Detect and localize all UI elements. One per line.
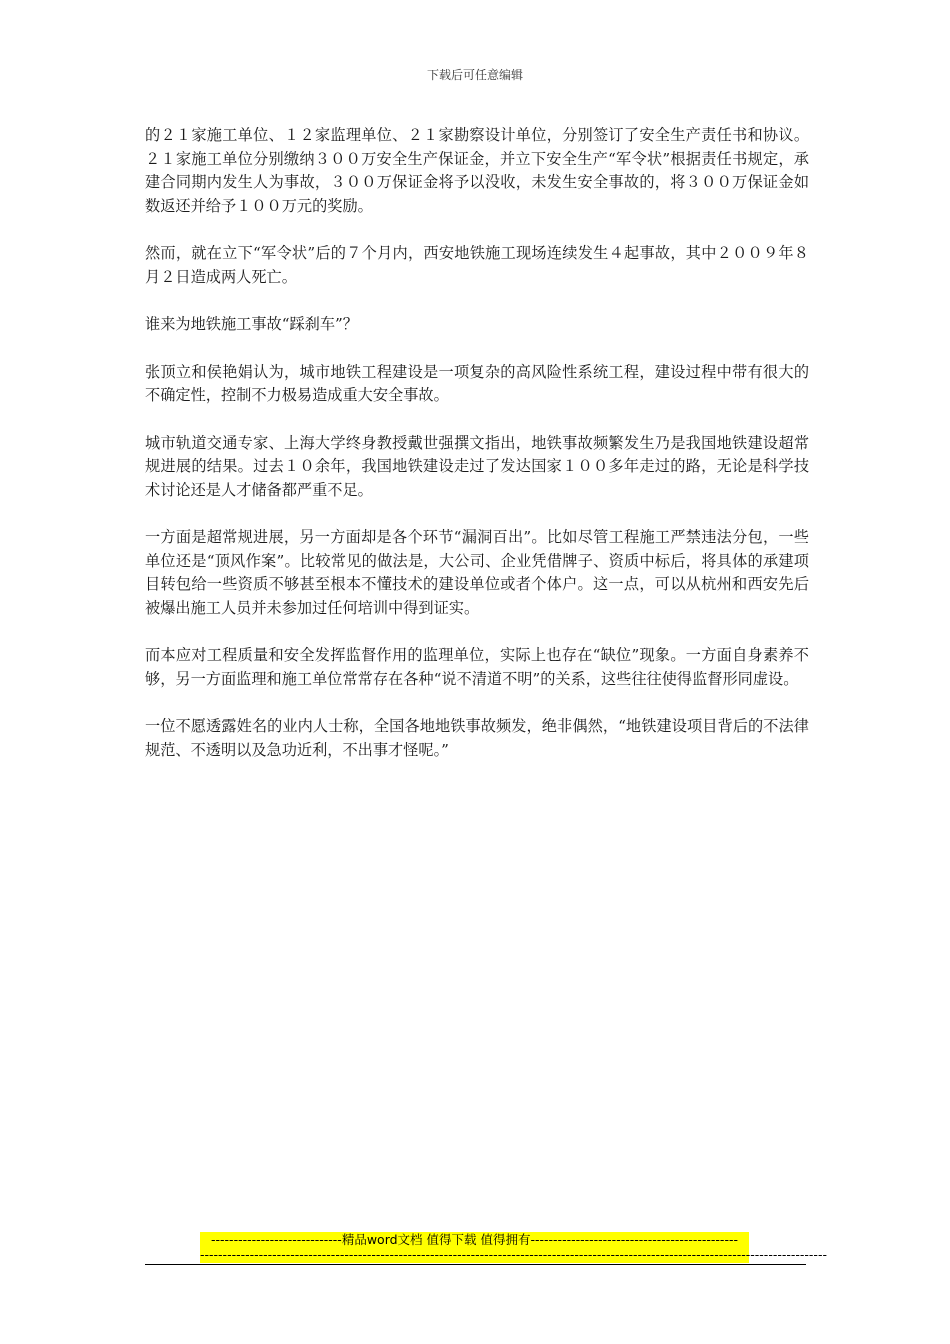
paragraph-safety-responsibility: 的２１家施工单位、１２家监理单位、２１家勘察设计单位，分别签订了安全生产责任书和协议。２１家施工单位分别缴纳３００万安全生产保证金，并立下安全生产“军令状”根据责任书规定，承建合同期内发生人为事故，３００万保证金将予以没收，未发生安全事故的，将３００万保证金如数返还并给予１００万元的奖励。 [145, 126, 809, 215]
page-header: 下载后可任意编辑 [426, 68, 523, 82]
footer-banner-dashes: ------------------------------------------------------------------------------------------------------------------------------------------- [200, 1247, 827, 1262]
document-body [145, 124, 809, 786]
footer-divider [145, 1264, 806, 1265]
paragraph-insider-comment: 一位不愿透露姓名的业内人士称，全国各地地铁事故频发，绝非偶然，“地铁建设项目背后的不法律规范、不透明以及急功近利，不出事才怪呢。” [145, 717, 809, 759]
paragraph-high-risk-engineering: 张顶立和侯艳娟认为，城市地铁工程建设是一项复杂的高风险性系统工程，建设过程中带有很大的不确定性，控制不力极易造成重大安全事故。 [145, 362, 809, 404]
paragraph-expert-opinion: 城市轨道交通专家、上海大学终身教授戴世强撰文指出，地铁事故频繁发生乃是我国地铁建设超常规进展的结果。过去１０余年，我国地铁建设走过了发达国家１００多年走过的路，无论是科学技术讨论还是人才储备都严重不足。 [145, 433, 809, 499]
paragraph-accidents-xian: 然而，就在立下“军令状”后的７个月内，西安地铁施工现场连续发生４起事故，其中２００９年８月２日造成两人死亡。 [145, 244, 809, 286]
paragraph-section-question: 谁来为地铁施工事故“踩刹车”？ [145, 315, 358, 333]
paragraph-supervision-absence: 而本应对工程质量和安全发挥监督作用的监理单位，实际上也存在“缺位”现象。一方面自身素养不够，另一方面监理和施工单位常常存在各种“说不清道不明”的关系，这些往往使得监督形同虚设。 [145, 646, 809, 688]
footer-banner-text: -----------------------------精品word文档 值得下载 值得拥有---------------------------------------------- [200, 1232, 749, 1248]
paragraph-subcontracting: 一方面是超常规进展，另一方面却是各个环节“漏洞百出”。比如尽管工程施工严禁违法分包，一些单位还是“顶风作案”。比较常见的做法是，大公司、企业凭借牌子、资质中标后，将具体的承建项目转包给一些资质不够甚至根本不懂技术的建设单位或者个体户。这一点，可以从杭州和西安先后被爆出施工人员并未参加过任何培训中得到证实。 [145, 528, 809, 617]
